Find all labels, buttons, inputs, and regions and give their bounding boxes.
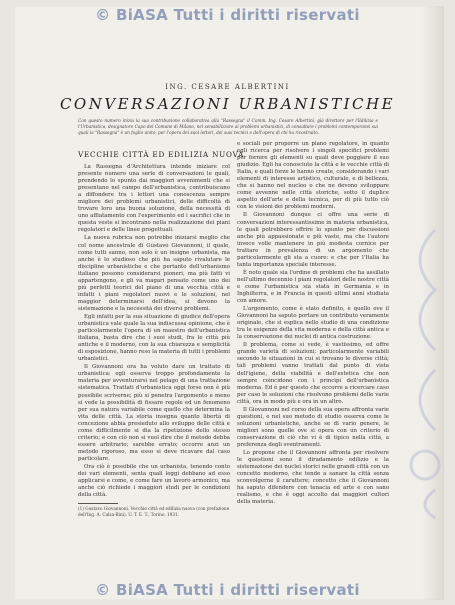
left-column: [78, 150, 245, 517]
footnote-divider: [78, 503, 118, 504]
library-seal-watermark: [395, 220, 449, 520]
article-intro: Con questo numero inizia la sua contribuzione collaborativa alla "Rassegna" il Comm. Ing. Cesare Albertini, già direttore per l'Edilizia e l'Urbanistica, designatore Capo del Comune di Milano, nel sensibilizzare ai problemi urbanistici, di consultare i problemi contemporanei sui quali la "Rassegna" è un foglio unito, per l'opera dei suoi lettori, dei suoi tecnici e dell'opera di chi ha ricostruito.: [78, 118, 378, 135]
paragraph: La nuova rubrica non potrebbe iniziarsi meglio che col nome ancestrale di Gustavo Giovannoni, il quale, come tutti sanno, non solo è un insigne urbanista, ma anche è lo studioso che più ha saputo rivalutare le discipline urbanistiche e che pertanto dell'urbanismo italiano possono considerarsi pioneri, ma più fatti vi appartengono, e gli va magari pensato come uno dei più perfetti teorici del piano di una vecchia città e infatti i piani regolatori nuovi e le soluzioni, nel maggior determinarsi dell'idea, si devono la sistemazione e la necessità dei diversi problemi.: [78, 235, 230, 312]
paragraph: L'argomento, come è stato definito, è quello ove il Giovannoni ha saputo portare un contributo veramente originale, che si esplica nello studio di una condizione tra le esigenze della vita moderna e della città antica e la conservazione dei nuclei di antica costruzione.: [237, 306, 389, 341]
section-heading: VECCHIE CITTÀ ED EDILIZIA NUOVA: [78, 150, 245, 159]
paragraph: Lo propone che il Giovannoni affronta per risolvere le questioni sono il diradamento edilizio e la sistemazione dei nuclei storici nelle grandi città con un concetto moderno, che tende a sanare la città senza sconvolgerne il carattere; concetto che il Giovannoni ha saputo difendere con tenacia ed arte e con sano realismo, e che è oggi accolto dai maggiori cultori della materia.: [237, 450, 389, 506]
paragraph: È noto quale sia l'ordine di problemi che ha assillato nell'ultimo decennio i piani regolatori delle nostre città e come l'urbanistica sia stata in Germania e in Inghilterra, e in Francia in questi ultimi anni studiata con amore.: [237, 269, 389, 305]
paragraph: Egli infatti per la sua situazione di giudice dell'opera urbanistica vale quale la sua indiscussa opinione, che è particolarmente l'opera di un maestro dell'urbanistica italiana, basta dire che i suoi studi, fra le città più antiche e il moderno, con la sua chiarezza e semplicità di esposizione, hanno reso la materia di tutti i problemi urbanistici.: [78, 313, 230, 363]
paragraph: e sociali per proporre un piano regolatore, in quanto egli ricerca per risolvere i singoli specifici problemi per fornire gli elementi su quali deve poggiare il suo giudizio. Egli ha conosciuto la città e le vecchie città di Italia, e quali forze le hanno create, considerando i vari elementi di interesse artistico, culturale, e di bellezza, che si hanno nel nucleo o che ne devono sviluppare come avvenne nelle città storiche, sotto il duplice aspetto dell'arte e della tecnica, per di più tutto ciò con le visioni dei problemi moderni.: [237, 141, 389, 211]
paragraph: Il Giovannoni dunque ci offre una serie di conversazioni interessantissime in materia urbanistica, le quali potrebbero offrire lo spunto per discussioni anche più appassionate e più vaste, ma che l'autore invece volle mantenere in più modesta cornice per trattare in prevalenza di un argomento che particolarmente gli sta a cuore: e che per l'Italia ha tanta importanza speciale interesse.: [237, 212, 389, 268]
paragraph: Il Giovannoni ora ha voluto dare un trattato di urbanistica: egli osserva troppo profondamente la materia per avventurarsi nel pelago di una trattazione sistematica. Trattati d'urbanistica oggi forse non è più possibile scriverne; più si penetra l'argomento e meno si vede la possibilità di fissare regole ed un fenomeno per sua natura variabile come quello che determina la vita delle città. La storia insegna quanto libertà di concezione abbia presieduto allo sviluppo delle città e come difficilmente si dia la ripetizione dello stesso criterio; e con ciò non si vuol dire che il metodo debba essere arbitrario; sarebbe errato; occorre anzi un metodo rigoroso, ma esso si deve ricavare dal caso particolare.: [78, 364, 230, 462]
paragraph: Ora ciò è possibile che un urbanista, tenendo conto dei vari elementi, senta quali leggi debbano ad esso applicarsi e come, e come fare un lavoro armonico, ma anche ciò richiede i maggiori studi per le condizioni della città.: [78, 463, 230, 499]
article-title: CONVERSAZIONI URBANISTICHE: [59, 95, 396, 113]
paragraph: Il problema, come si vede, è vastissimo, ed offre grande varietà di soluzioni; particolarmente variabili secondo le situazioni in cui si trovano le diverse città; tali problemi vanno trattati dal punto di vista dell'igiene, della viabilità e dell'estetica che non sempre coincidono con i principi dell'urbanistica moderna. Ed è per questo che occorre a ricercare caso per caso le soluzioni che risolvono problemi delle varie città, ora in modo più e ora in un altro.: [237, 342, 389, 405]
watermark-top: © BiASA Tutti i diritti riservati: [95, 6, 360, 24]
footnote: (1) Gustavo Giovannoni, Vecchie città ed edilizia nuova (con prefazione dell'Ing. A. Calza-Bini). U. T. E. T., Torino, 1931.: [78, 506, 230, 517]
right-column: [237, 141, 389, 507]
article-byline: ING. CESARE ALBERTINI: [165, 83, 290, 91]
paragraph: La Rassegna d'Architettura intende iniziare col presente numero una serie di conversazioni le quali, prendendo lo spunto dai maggiori avvenimenti che si presentano nel campo dell'urbanistica, contribuiscano a diffondere tra i lettori una conoscenza sempre migliore dei problemi urbanistici, delle difficoltà di trovare loro una buona soluzione, della necessità di uno affiatamento con l'esperimento ed i sacrifici che in questa veste si incontrano nella realizzazione dei piani regolatori e delle linee progettuali.: [78, 164, 230, 234]
paragraph: Il Giovannoni nel corso della sua opera affronta varie questioni, e nel suo metodo di studio osserva come le soluzioni urbanistiche, anche se di vario genere, le migliori sono quelle ove si opera con un criterio di conservazione di ciò che vi è di tipico nella città, a preferenza degli sventramenti.: [237, 406, 389, 448]
watermark-bottom: © BiASA Tutti i diritti riservati: [95, 581, 360, 599]
